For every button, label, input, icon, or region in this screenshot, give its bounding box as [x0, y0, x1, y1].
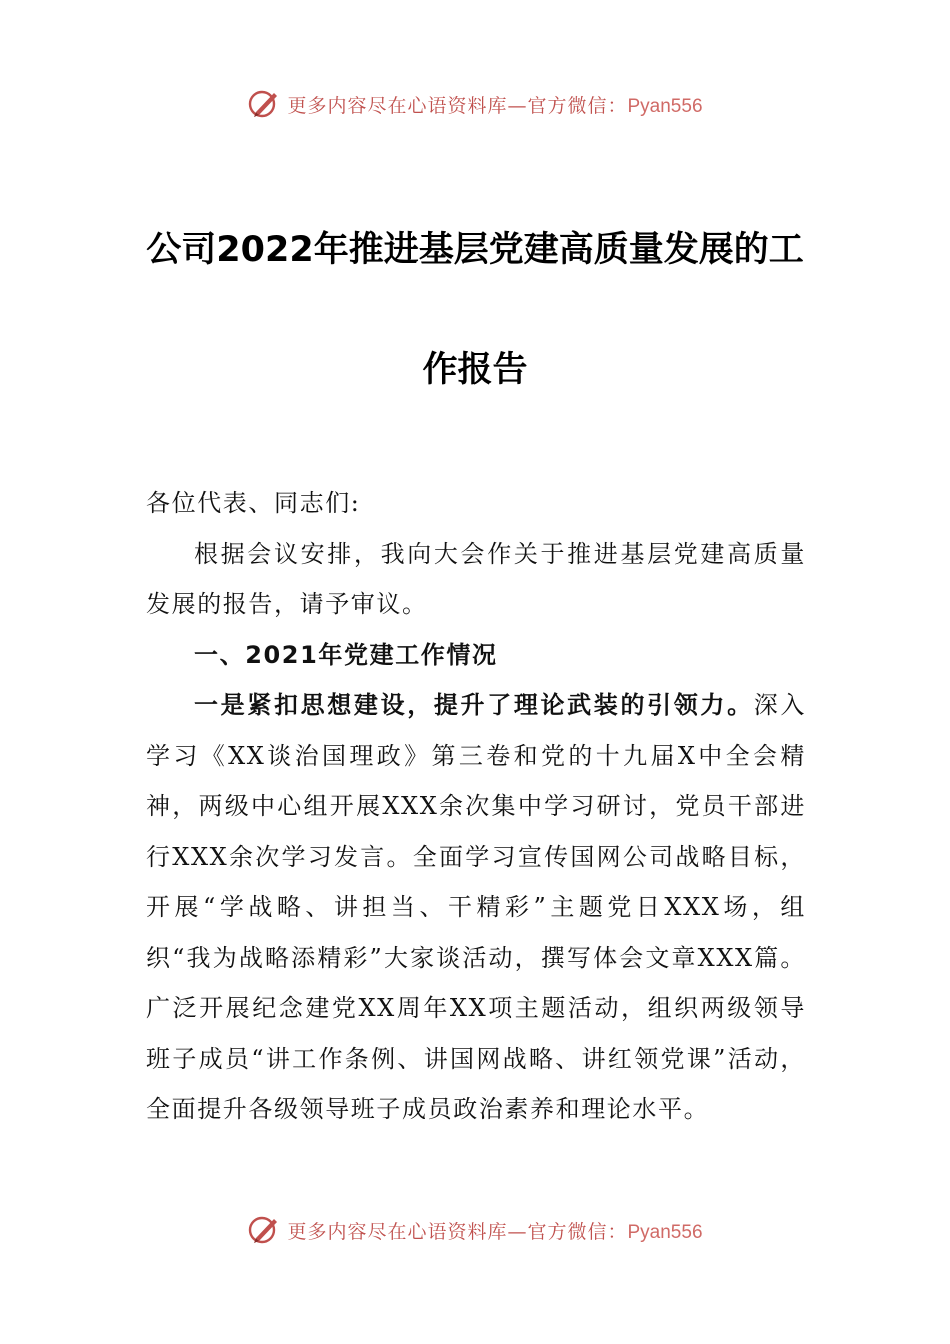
watermark-site: 更多内容尽在心语资料库 [287, 1220, 508, 1243]
paragraph-1 [146, 680, 806, 1135]
salutation: 各位代表、同志们: [146, 489, 361, 517]
watermark-site: 更多内容尽在心语资料库 [287, 94, 508, 117]
watermark-account: Pyan556 [627, 95, 703, 117]
watermark-label: 官方微信： [527, 94, 628, 117]
watermark-dash: — [507, 94, 528, 117]
watermark-text [287, 1217, 702, 1244]
watermark-footer [0, 1210, 950, 1250]
intro-paragraph: 根据会议安排，我向大会作关于推进基层党建高质量发展的报告，请予审议。 [146, 539, 806, 618]
document-body [146, 478, 806, 1135]
watermark-text [287, 91, 702, 118]
watermark-label: 官方微信： [527, 1220, 628, 1243]
section-heading: 一、2021年党建工作情况 [194, 640, 498, 669]
pen-logo-icon [247, 87, 281, 121]
document-title-line-1: 公司2022年推进基层党建高质量发展的工 [146, 230, 804, 270]
pen-logo-icon [247, 1213, 281, 1247]
watermark-account: Pyan556 [627, 1221, 703, 1243]
watermark-dash: — [507, 1220, 528, 1243]
watermark-header [0, 84, 950, 124]
document-title-line-2: 作报告 [422, 350, 528, 390]
paragraph-1-lead: 一是紧扣思想建设，提升了理论武装的引领力。 [194, 690, 754, 719]
paragraph-1-body: 深入学习《XX谈治国理政》第三卷和党的十九届X中全会精神，两级中心组开展XXX余次集中学习研讨，党员干部进行XXX余次学习发言。全面学习宣传国网公司战略目标，开展“学战略、讲担当、干精彩”主题党日XXX场，组织“我为战略添精彩”大家谈活动，撰写体会文章XXX篇。广泛开展纪念建党XX周年XX项主题活动，组织两级领导班子成员“讲工作条例、讲国网战略、讲红领党课”活动，全面提升各级领导班子成员政治素养和理论水平。 [146, 691, 806, 1123]
